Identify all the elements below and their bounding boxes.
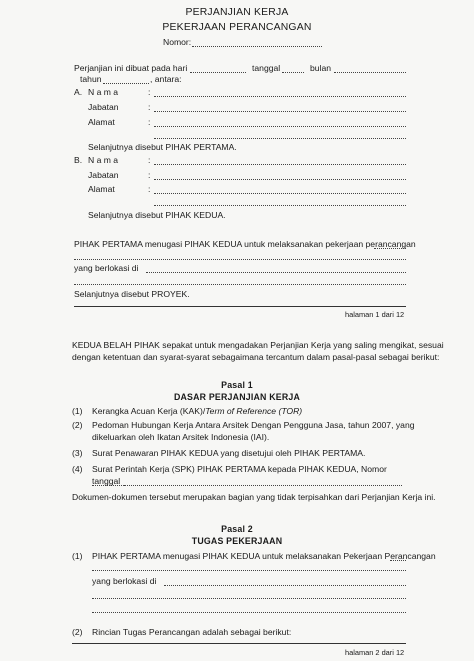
party-b-note: Selanjutnya disebut PIHAK KEDUA.: [88, 210, 226, 220]
intro-tanggal-label: tanggal: [252, 63, 281, 73]
party-a-name-field: [154, 96, 406, 97]
party-a-name-label: N a m a: [88, 87, 119, 97]
location-field-2: [74, 284, 406, 285]
pasal1-item4-line2: tanggal: [92, 476, 121, 486]
document-subtitle: PEKERJAAN PERANCANGAN: [162, 22, 312, 33]
pasal1-item2-num: (2): [72, 420, 83, 430]
party-a-name-colon: :: [148, 87, 151, 97]
intro-bulan-label: bulan: [310, 63, 332, 73]
assignment-paragraph: PIHAK PERTAMA menugasi PIHAK KEDUA untuk melaksanakan pekerjaan perancangan: [74, 239, 416, 249]
pasal1-item2-line2: dikeluarkan oleh Ikatan Arsitek Indonesia (IAI).: [92, 432, 270, 442]
nomor-field: [192, 46, 322, 47]
pasal2-item1-field: [390, 560, 406, 561]
pasal2-item2-text: Rincian Tugas Perancangan adalah sebagai berikut:: [92, 627, 292, 637]
spk-tanggal-field: [124, 485, 184, 486]
location-field: [146, 272, 406, 273]
pasal2-location-field-3: [92, 612, 406, 613]
pasal1-closing: Dokumen-dokumen tersebut merupakan bagian yang tidak terpisahkan dari Perjanjian Kerja ini.: [72, 492, 436, 502]
pasal2-location-field-2: [92, 598, 406, 599]
party-a-jabatan-colon: :: [148, 102, 151, 112]
party-a-alamat-field-2: [154, 138, 406, 139]
party-b-name-field: [154, 164, 406, 165]
page2-footer: halaman 2 dari 12: [345, 648, 405, 657]
party-b-alamat-field: [154, 193, 406, 194]
party-b-alamat-colon: :: [148, 184, 151, 194]
pasal2-title: TUGAS PEKERJAAN: [191, 536, 283, 546]
pasal1-item1-text-italic: Term of Reference (TOR): [205, 406, 303, 416]
intro-hari-label: Perjanjian ini dibuat pada hari: [74, 63, 188, 73]
party-b-jabatan-field: [154, 179, 406, 180]
party-b-marker: B.: [74, 155, 83, 165]
project-note: Selanjutnya disebut PROYEK.: [74, 289, 190, 299]
party-b-alamat-label: Alamat: [88, 184, 115, 194]
intro-antara-label: , antara:: [150, 74, 182, 84]
pasal2-label: Pasal 2: [221, 524, 253, 534]
tanggal-field: [282, 72, 304, 73]
party-a-alamat-label: Alamat: [88, 117, 115, 127]
assignment-field: [374, 248, 406, 249]
pasal1-label: Pasal 1: [221, 380, 253, 390]
intro-tahun-label: tahun: [80, 74, 102, 84]
assignment-field-2: [74, 259, 406, 260]
party-b-name-label: N a m a: [88, 155, 119, 165]
pasal2-item1-line2: yang berlokasi di: [92, 576, 157, 586]
nomor-label: Nomor:: [163, 37, 192, 47]
agreement-intro-line1: KEDUA BELAH PIHAK sepakat untuk mengadakan Perjanjian Kerja yang saling mengikat, sesuai: [72, 340, 444, 350]
party-a-marker: A.: [74, 87, 83, 97]
party-a-alamat-colon: :: [148, 117, 151, 127]
pasal1-item1-text: [92, 406, 302, 416]
pasal2-item2-num: (2): [72, 627, 83, 637]
document-title: PERJANJIAN KERJA: [185, 7, 289, 18]
pasal1-item3-text: Surat Penawaran PIHAK KEDUA yang disetujui oleh PIHAK PERTAMA.: [92, 448, 366, 458]
party-a-jabatan-label: Jabatan: [88, 102, 119, 112]
party-a-note: Selanjutnya disebut PIHAK PERTAMA.: [88, 142, 237, 152]
party-b-name-colon: :: [148, 155, 151, 165]
pasal1-item3-num: (3): [72, 448, 83, 458]
pasal1-item1-num: (1): [72, 406, 83, 416]
party-a-jabatan-field: [154, 111, 406, 112]
pasal1-title: DASAR PERJANJIAN KERJA: [173, 392, 301, 402]
page1-footer: halaman 1 dari 12: [345, 310, 405, 319]
page1-footer-rule: [74, 306, 406, 307]
party-b-alamat-field-2: [154, 205, 406, 206]
agreement-intro-line2: dengan ketentuan dan syarat-syarat sebagaimana tercantum dalam pasal-pasal sebagai berikut:: [72, 352, 440, 362]
page2-footer-rule: [72, 643, 406, 644]
pasal2-location-field: [164, 585, 406, 586]
pasal1-item1-text-plain: Kerangka Acuan Kerja (KAK)/: [92, 406, 206, 416]
pasal2-item1-field-2: [92, 570, 406, 571]
hari-field: [190, 72, 246, 73]
tahun-field: [103, 83, 149, 84]
pasal1-item2-line1: Pedoman Hubungan Kerja Antara Arsitek Dengan Pengguna Jasa, tahun 2007, yang: [92, 420, 415, 430]
location-label: yang berlokasi di: [74, 263, 139, 273]
pasal2-item1-num: (1): [72, 551, 83, 561]
party-a-alamat-field: [154, 126, 406, 127]
party-b-jabatan-colon: :: [148, 170, 151, 180]
bulan-field: [334, 72, 406, 73]
pasal2-item1-text: PIHAK PERTAMA menugasi PIHAK KEDUA untuk melaksanakan Pekerjaan Perancangan: [92, 551, 436, 561]
party-b-jabatan-label: Jabatan: [88, 170, 119, 180]
pasal1-item4-num: (4): [72, 464, 83, 474]
pasal1-item4-line1: Surat Perintah Kerja (SPK) PIHAK PERTAMA kepada PIHAK KEDUA, Nomor: [92, 464, 387, 474]
